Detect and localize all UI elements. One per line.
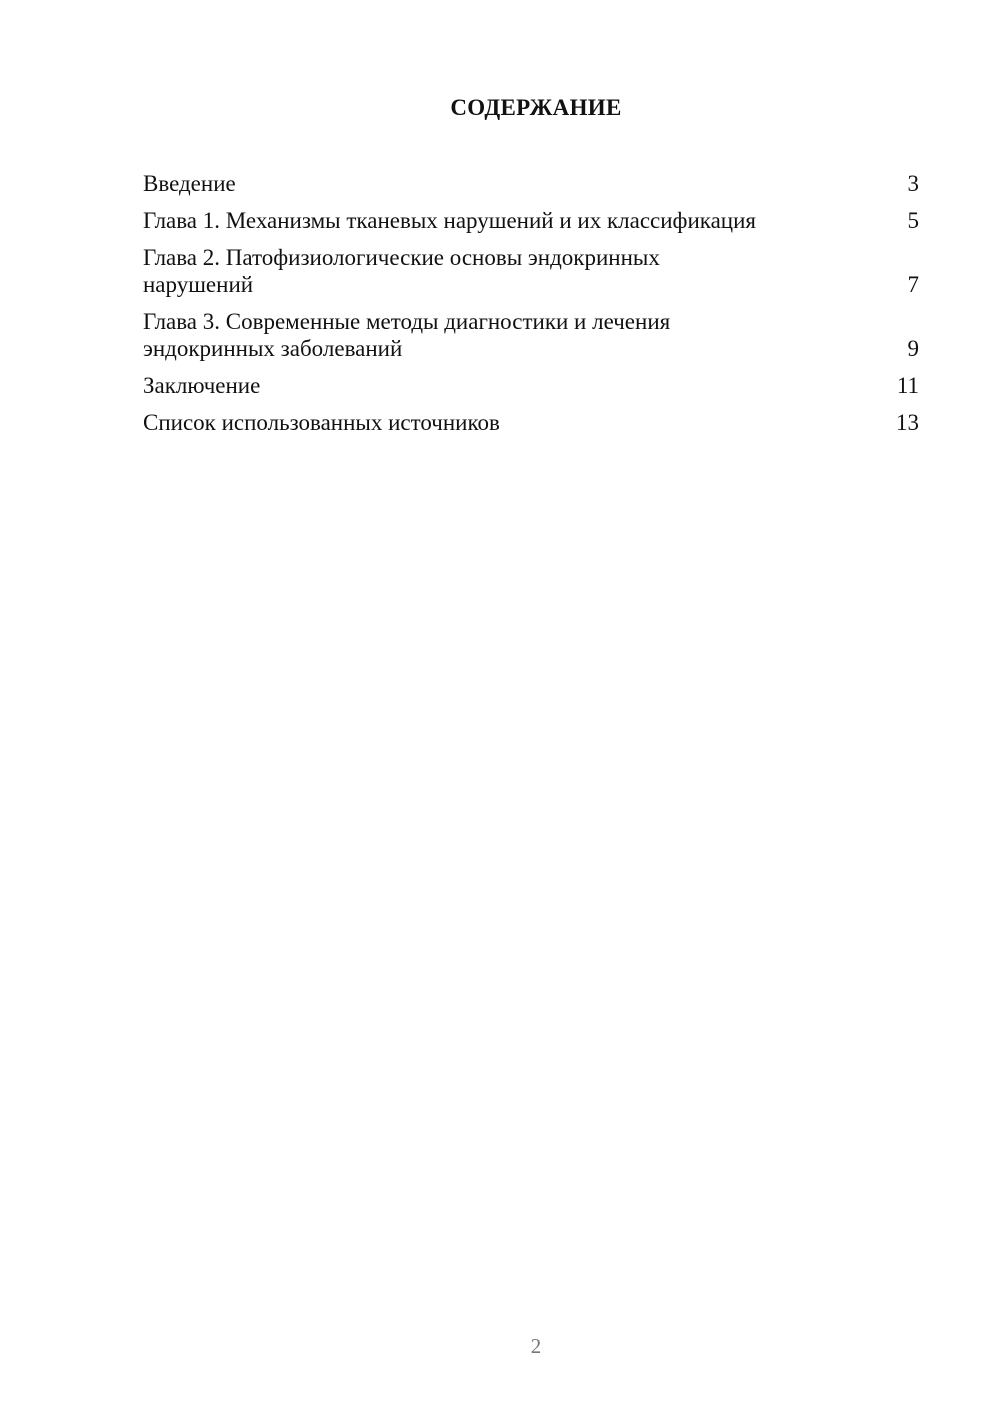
toc-entry-title: Глава 1. Механизмы тканевых нарушений и их классификация [143, 208, 756, 233]
toc-entry-introduction[interactable] [143, 170, 919, 197]
toc-entry-conclusion[interactable] [143, 372, 919, 399]
toc-entry-references[interactable] [143, 409, 919, 436]
toc-entry-page: 3 [907, 171, 919, 196]
toc-entry-title: Введение [143, 171, 236, 196]
toc-entry-title: Список использованных источников [143, 410, 500, 435]
toc-entry-page: 5 [907, 208, 919, 233]
toc-list [143, 170, 919, 446]
toc-entry-title: Глава 2. Патофизиологические основы эндокринных нарушений [143, 245, 660, 297]
toc-entry-chapter-2[interactable] [143, 244, 919, 298]
toc-entry-title: Глава 3. Современные методы диагностики и лечения эндокринных заболеваний [143, 309, 671, 361]
page-number: 2 [530, 1334, 542, 1358]
toc-heading: СОДЕРЖАНИЕ [450, 95, 622, 120]
toc-entry-chapter-1[interactable] [143, 207, 919, 234]
toc-entry-page: 7 [907, 272, 919, 297]
toc-entry-page: 9 [907, 336, 919, 361]
toc-entry-chapter-3[interactable] [143, 308, 919, 362]
toc-entry-page: 11 [896, 373, 919, 398]
toc-entry-page: 13 [896, 410, 919, 435]
toc-entry-title: Заключение [143, 373, 261, 398]
